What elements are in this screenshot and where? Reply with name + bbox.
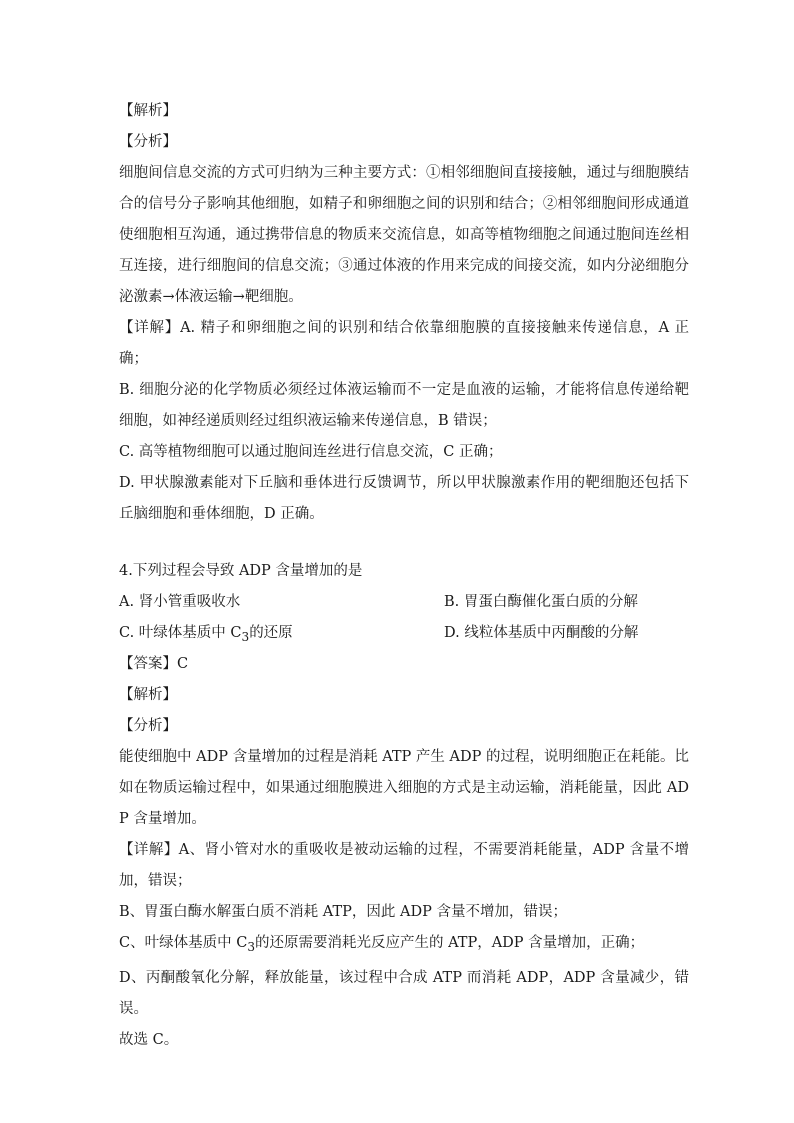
spacer	[119, 530, 689, 556]
options-row-1	[119, 587, 689, 618]
document-content	[119, 96, 689, 1056]
detail-a: 【详解】A. 精子和卵细胞之间的识别和结合依靠细胞膜的直接接触来传递信息，A 正确；	[119, 320, 689, 367]
detail-b-2: B、胃蛋白酶水解蛋白质不消耗 ATP，因此 ADP 含量不增加，错误；	[119, 904, 567, 920]
detail-d: D. 甲状腺激素能对下丘脑和垂体进行反馈调节，所以甲状腺激素作用的靶细胞还包括下丘脑细胞和垂体细胞，D 正确。	[119, 475, 689, 522]
analysis-paragraph-2: 能使细胞中 ADP 含量增加的过程是消耗 ATP 产生 ADP 的过程，说明细胞正在耗能。比如在物质运输过程中，如果通过细胞膜进入细胞的方式是主动运输，消耗能量，因此 ADP 含量增加。	[119, 749, 689, 827]
detail-a-2: 【详解】A、肾小管对水的重吸收是被动运输的过程，不需要消耗能量，ADP 含量不增加，错误；	[119, 842, 689, 889]
question-stem: 4.下列过程会导致 ADP 含量增加的是	[119, 563, 363, 579]
option-a: A. 肾小管重吸收水	[119, 594, 241, 610]
conclusion: 故选 C。	[119, 1031, 179, 1048]
option-c-subscript: 3	[241, 629, 250, 644]
detail-c-2	[119, 928, 689, 963]
analysis-paragraph: 细胞间信息交流的方式可归纳为三种主要方式：①相邻细胞间直接接触，通过与细胞膜结合的信号分子影响其他细胞，如精子和卵细胞之间的识别和结合；②相邻细胞间形成通道使细胞相互沟通，通过携带信息的物质来交流信息，如高等植物细胞之间通过胞间连丝相互连接，进行细胞间的信息交流；③通过体液的作用来完成的间接交流，如内分泌细胞分泌激素→体液运输→靶细胞。	[119, 165, 689, 305]
section-label-jiexi: 【解析】	[119, 103, 177, 119]
detail-d-2: D、丙酮酸氧化分解，释放能量，该过程中合成 ATP 而消耗 ADP，ADP 含量减少，错误。	[119, 969, 689, 1017]
detail-c-2-suffix: 的还原需要消耗光反应产生的 ATP，ADP 含量增加，正确；	[255, 935, 645, 951]
detail-c: C. 高等植物细胞可以通过胞间连丝进行信息交流，C 正确；	[119, 444, 503, 460]
option-b: B. 胃蛋白酶催化蛋白质的分解	[444, 594, 638, 610]
detail-b: B. 细胞分泌的化学物质必须经过体液运输而不一定是血液的运输，才能将信息传递给靶细胞，如神经递质则经过组织液运输来传递信息，B 错误；	[119, 382, 689, 429]
section-label-fenxi: 【分析】	[119, 134, 177, 150]
section-label-jiexi-2: 【解析】	[119, 687, 177, 703]
option-c	[119, 618, 444, 649]
options-row-2	[119, 618, 689, 649]
section-label-fenxi-2: 【分析】	[119, 718, 177, 734]
answer-line: 【答案】C	[119, 656, 189, 672]
detail-c-2-text: C、叶绿体基质中 C	[119, 935, 248, 951]
detail-c-2-subscript: 3	[247, 939, 255, 954]
option-c-text: C. 叶绿体基质中 C	[119, 625, 242, 641]
option-d: D. 线粒体基质中丙酮酸的分解	[444, 625, 639, 641]
option-c-suffix: 的还原	[249, 625, 293, 641]
